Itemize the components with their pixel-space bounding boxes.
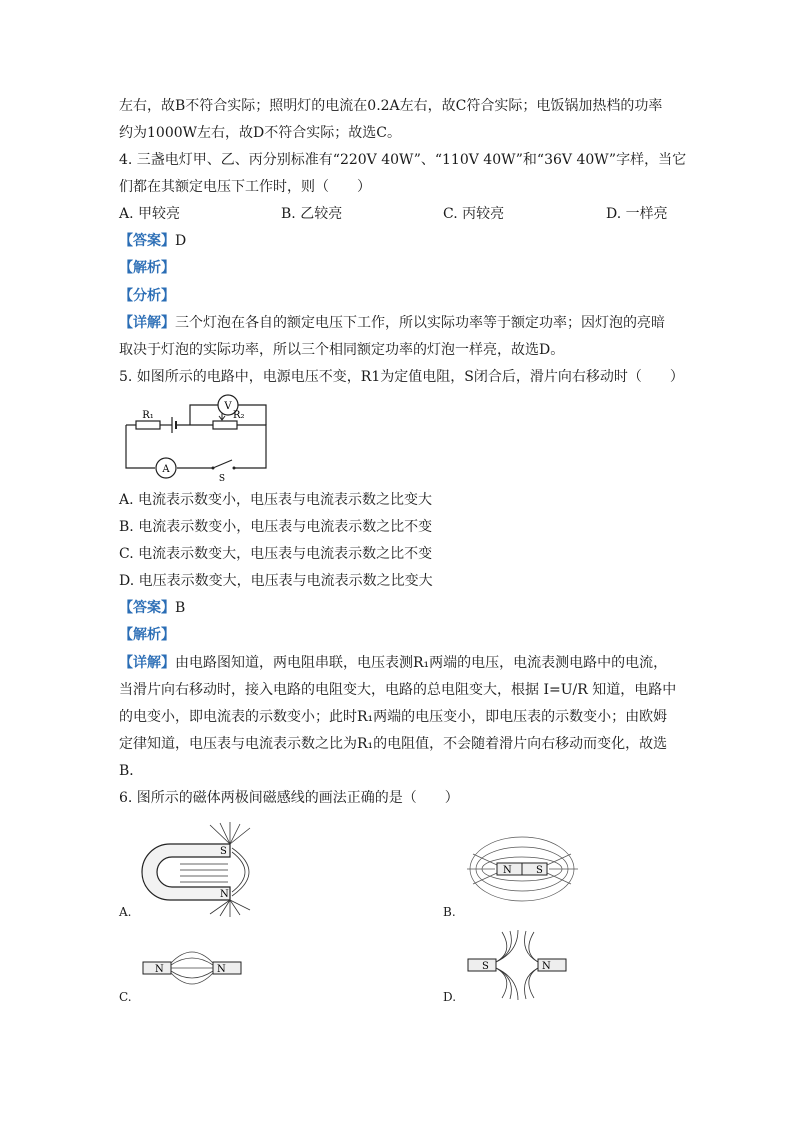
q5-ammeter-label: A xyxy=(162,464,170,475)
q5-answer xyxy=(119,598,185,618)
q5-option-a: A. 电流表示数变小，电压表与电流表示数之比变大 xyxy=(119,492,433,508)
q5-option-d: D. 电压表示数变大，电压表与电流表示数之比变大 xyxy=(119,573,433,589)
q4-detail-line-2: 取决于灯泡的实际功率，所以三个相同额定功率的灯泡一样亮，故选D。 xyxy=(119,342,565,358)
q5-detail-line-1: 【详解】由电路图知道，两电阻串联，电压表测R₁两端的电压，电流表测电路中的电流， xyxy=(119,655,668,671)
q4-detail-line-1: 【详解】三个灯泡在各自的额定电压下工作，所以实际功率等于额定功率；因灯泡的亮暗 xyxy=(119,315,665,331)
q5-voltmeter-label: V xyxy=(224,401,232,412)
q5-answer-tag: 【答案】 xyxy=(119,600,175,616)
q4-option-a: A. 甲较亮 xyxy=(119,206,181,222)
q6-a-pole-bottom: N xyxy=(220,889,229,900)
q6-b-pole-right: S xyxy=(536,865,543,876)
q5-circuit-diagram xyxy=(122,393,272,484)
q5-detail-line-4: 定律知道，电压表与电流表示数之比为R₁的电阻值，不会随着滑片向右移动而变化，故选 xyxy=(119,736,668,752)
q4-answer-value: D xyxy=(175,233,187,249)
q4-option-d: D. 一样亮 xyxy=(606,206,668,222)
q5-detail-line-3: 的电变小，即电流表的示数变小；此时R₁两端的电压变小，即电压表的示数变小；由欧姆 xyxy=(119,709,668,725)
continuation-line-2: 约为1000W左右，故D不符合实际；故选C。 xyxy=(119,125,401,141)
q5-detail-line-5: B． xyxy=(119,763,144,779)
continuation-line-1: 左右，故B不符合实际；照明灯的电流在0.2A左右，故C符合实际；电饭锅加热档的功率 xyxy=(119,98,663,114)
q4-analysis-tag: 【解析】 xyxy=(119,260,175,276)
q6-figure-d xyxy=(468,930,568,1000)
q6-stem: 6. 图所示的磁体两极间磁感线的画法正确的是（ ） xyxy=(119,790,459,806)
q5-option-c: C. 电流表示数变大，电压表与电流表示数之比不变 xyxy=(119,546,433,562)
q5-r2-label: R₂ xyxy=(233,410,245,421)
q6-figure-a xyxy=(140,822,270,917)
q5-r1-label: R₁ xyxy=(142,410,154,421)
q5-option-b: B. 电流表示数变小，电压表与电流表示数之比不变 xyxy=(119,519,433,535)
q4-fenxi-tag: 【分析】 xyxy=(119,288,175,304)
q4-answer xyxy=(119,231,186,251)
q6-d-pole-right: N xyxy=(542,961,551,972)
q6-d-pole-left: S xyxy=(482,961,489,972)
q5-analysis-tag: 【解析】 xyxy=(119,627,175,643)
q6-b-pole-left: N xyxy=(503,865,512,876)
q5-detail-tag: 【详解】 xyxy=(119,655,175,671)
q4-stem-line-1: 4. 三盏电灯甲、乙、丙分别标准有“220V 40W”、“110V 40W”和“36V 40W”字样，当它 xyxy=(119,152,687,168)
q6-c-pole-right: N xyxy=(217,964,226,975)
q6-a-pole-top: S xyxy=(220,846,227,857)
q5-stem: 5. 如图所示的电路中，电源电压不变，R1为定值电阻，S闭合后，滑片向右移动时（ ） xyxy=(119,369,684,385)
q6-label-a: A. xyxy=(119,905,132,919)
q5-answer-value: B xyxy=(175,600,186,616)
q6-label-d: D. xyxy=(443,990,457,1004)
q4-option-c: C. 丙较亮 xyxy=(443,206,505,222)
q6-label-c: C. xyxy=(119,990,132,1004)
q6-c-pole-left: N xyxy=(155,964,164,975)
q5-switch-label: S xyxy=(218,474,226,484)
q4-option-b: B. 乙较亮 xyxy=(281,206,343,222)
q5-detail-line-2: 当滑片向右移动时，接入电路的电阻变大，电路的总电阻变大，根据 I=U/R 知道，电路中 xyxy=(119,682,677,698)
q6-figure-c xyxy=(143,937,243,995)
q6-figure-b xyxy=(465,832,580,907)
q6-label-b: B. xyxy=(443,905,456,919)
q4-answer-tag: 【答案】 xyxy=(119,233,175,249)
q4-stem-line-2: 们都在其额定电压下工作时，则（ ） xyxy=(119,179,371,195)
q4-detail-tag: 【详解】 xyxy=(119,315,175,331)
